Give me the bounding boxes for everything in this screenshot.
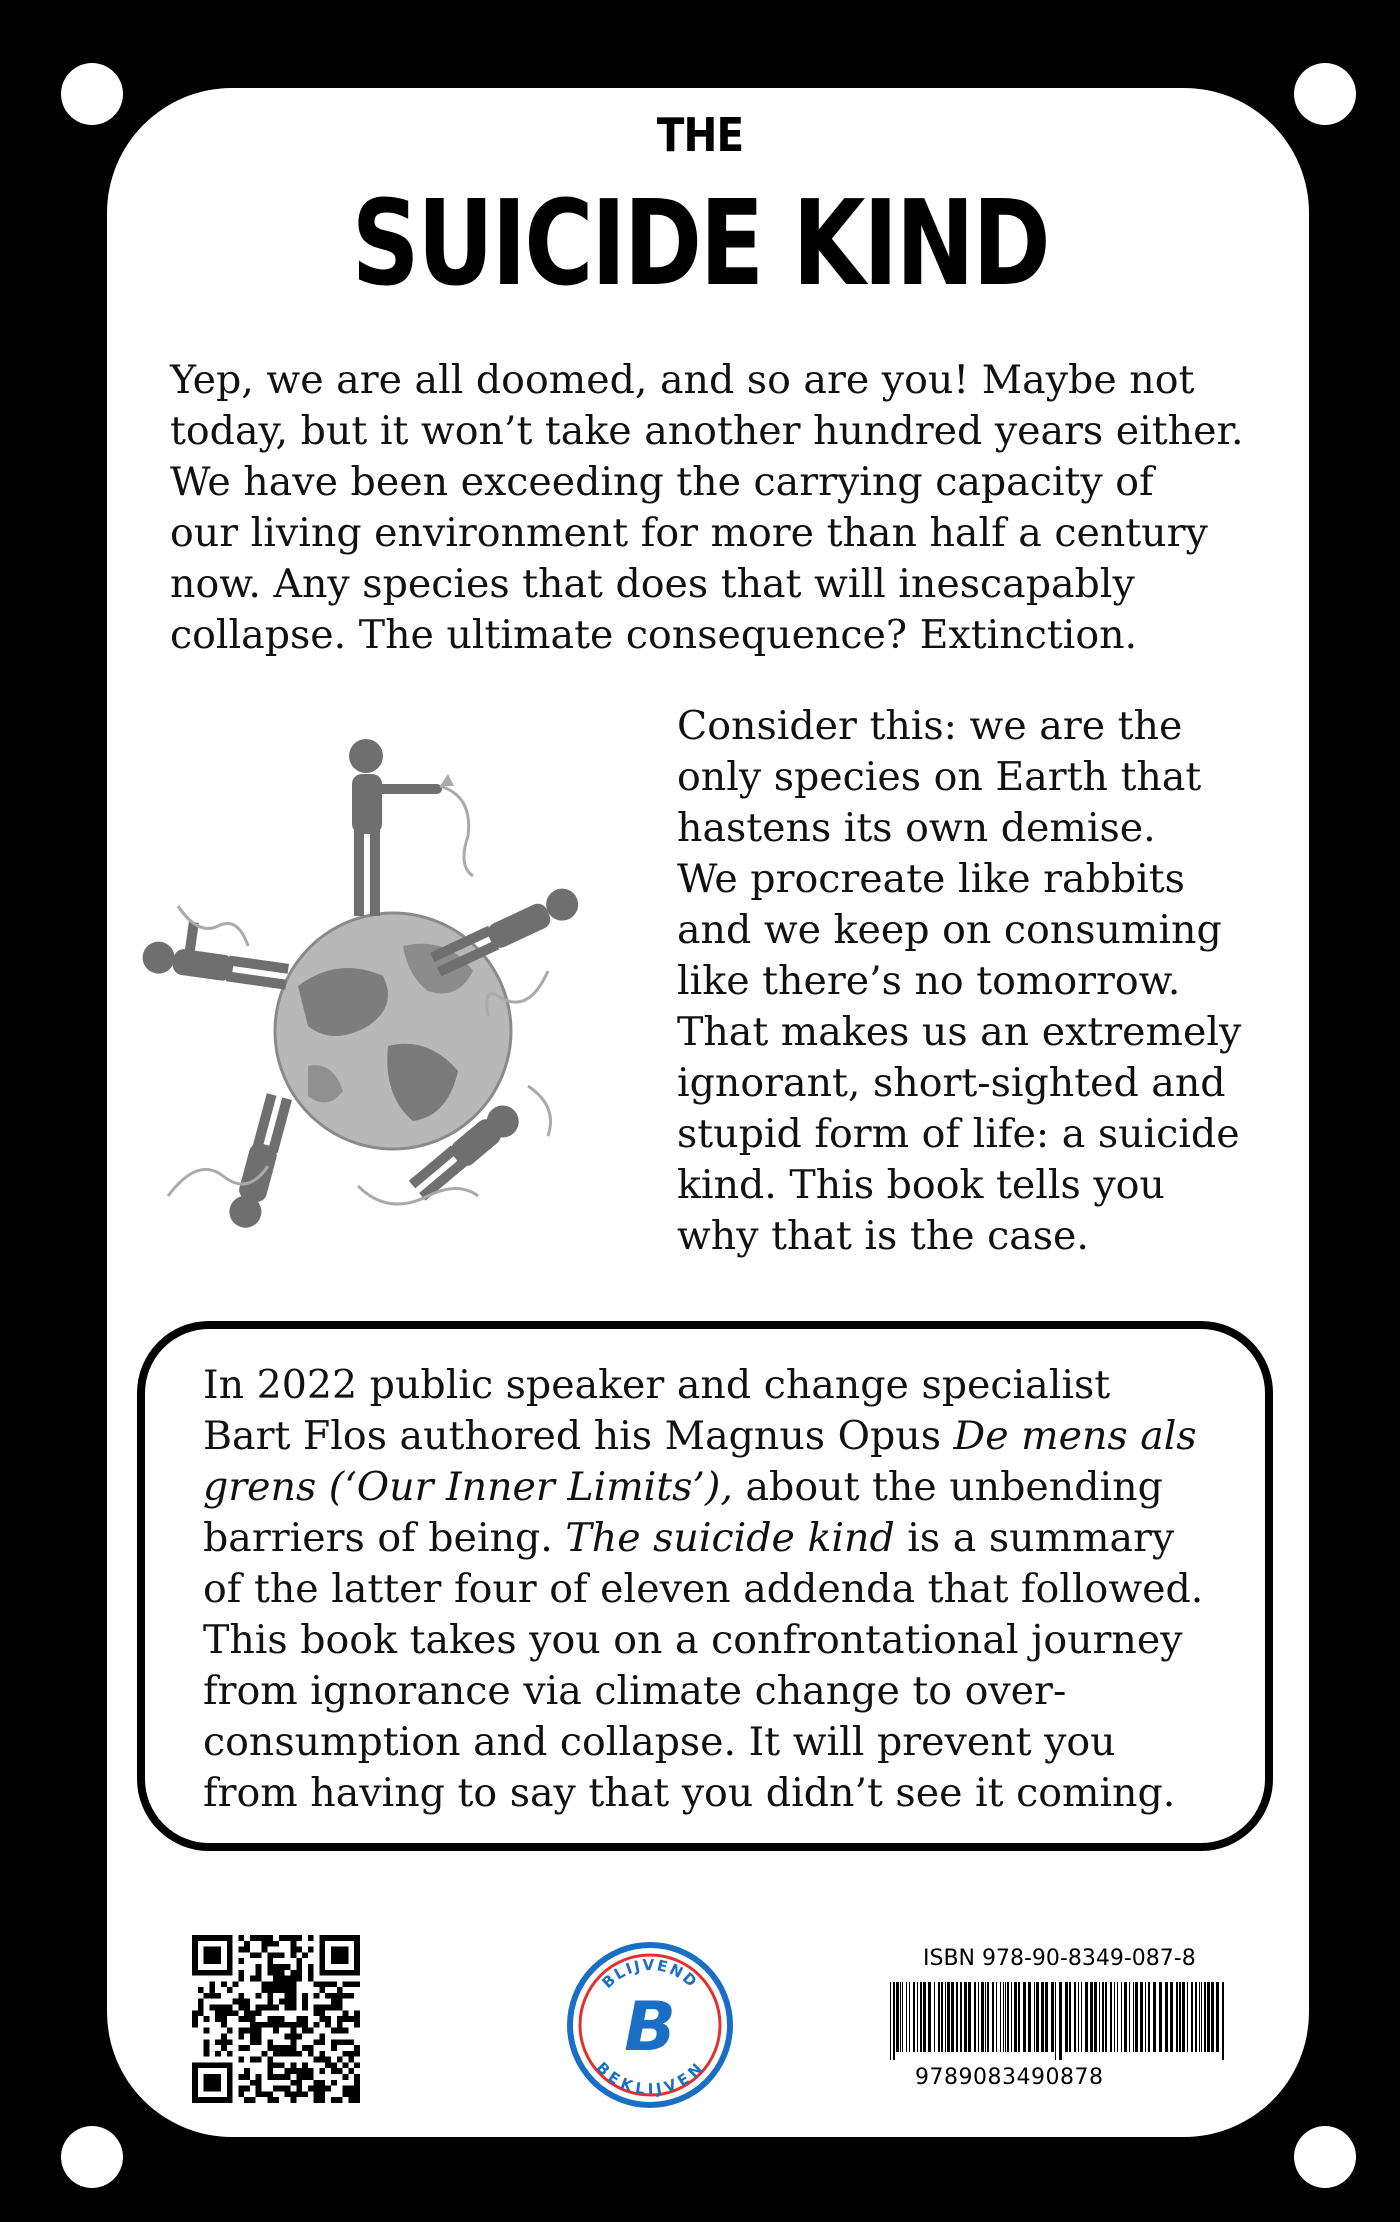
logo-top-text: BLIJVEND: [598, 1955, 702, 1992]
earth-globe: [275, 913, 511, 1149]
monkeys-on-earth-illustration: [128, 726, 628, 1246]
bio-line: [203, 1462, 1203, 1513]
logo-letter: B: [624, 1988, 676, 2067]
consider-line: only species on Earth that: [677, 754, 1202, 800]
book-title: The suicide kind: [565, 1515, 895, 1561]
intro-line: today, but it won’t take another hundred years either.: [170, 408, 1244, 454]
book-title-translation: grens (‘Our Inner Limits’),: [203, 1464, 733, 1510]
bio-line: of the latter four of eleven addenda that followed.: [203, 1566, 1204, 1612]
isbn-label: ISBN 978-90-8349-087-8: [923, 1946, 1196, 1971]
barcode-number: 9789083490878: [915, 2065, 1104, 2090]
consider-line: kind. This book tells you: [677, 1162, 1165, 1208]
bio-line: [203, 1411, 1203, 1462]
bio-text: is a summary: [894, 1515, 1175, 1561]
publisher-logo: [565, 1940, 735, 2110]
consider-line: ignorant, short-sighted and: [677, 1060, 1226, 1106]
intro-line: We have been exceeding the carrying capacity of: [170, 459, 1154, 505]
consider-line: Consider this: we are the: [677, 703, 1183, 749]
monkey-figure: [349, 739, 442, 916]
bio-text: about the unbending: [732, 1464, 1163, 1510]
consider-line: why that is the case.: [677, 1213, 1089, 1259]
corner-hole: [1294, 2126, 1356, 2188]
intro-line: now. Any species that does that will inescapably: [170, 561, 1135, 607]
intro-paragraph: [170, 355, 1244, 661]
bio-line: from ignorance via climate change to over-: [203, 1668, 1067, 1714]
author-bio-paragraph: [203, 1360, 1203, 1819]
title-small: THE: [656, 108, 744, 162]
consider-line: stupid form of life: a suicide: [677, 1111, 1240, 1157]
consider-line: That makes us an extremely: [677, 1009, 1242, 1055]
consider-line: We procreate like rabbits: [677, 856, 1185, 902]
consider-line: like there’s no tomorrow.: [677, 958, 1181, 1004]
bio-line: [203, 1513, 1203, 1564]
title-main: SUICIDE KIND: [351, 174, 1049, 312]
monkey-figure: [226, 1092, 292, 1232]
bio-line: from having to say that you didn’t see it coming.: [203, 1770, 1176, 1816]
logo-bottom-text: BEKLIJVEN: [592, 2058, 708, 2099]
intro-line: Yep, we are all doomed, and so are you! Maybe not: [170, 357, 1195, 403]
corner-hole: [61, 2126, 123, 2188]
consider-line: hastens its own demise.: [677, 805, 1156, 851]
intro-line: collapse. The ultimate consequence? Extinction.: [170, 612, 1138, 658]
bio-line: In 2022 public speaker and change specialist: [203, 1362, 1111, 1408]
bio-line: consumption and collapse. It will prevent you: [203, 1719, 1116, 1765]
isbn-barcode: [890, 1982, 1226, 2060]
intro-line: our living environment for more than half a century: [170, 510, 1208, 556]
bio-text: Bart Flos authored his Magnus Opus: [203, 1413, 954, 1459]
bio-line: This book takes you on a confrontational journey: [203, 1617, 1183, 1663]
bio-text: barriers of being.: [203, 1515, 566, 1561]
book-title-dutch: De mens als: [953, 1413, 1197, 1459]
consider-paragraph: [677, 701, 1241, 1262]
qr-code: [192, 1935, 360, 2103]
consider-line: and we keep on consuming: [677, 907, 1222, 953]
